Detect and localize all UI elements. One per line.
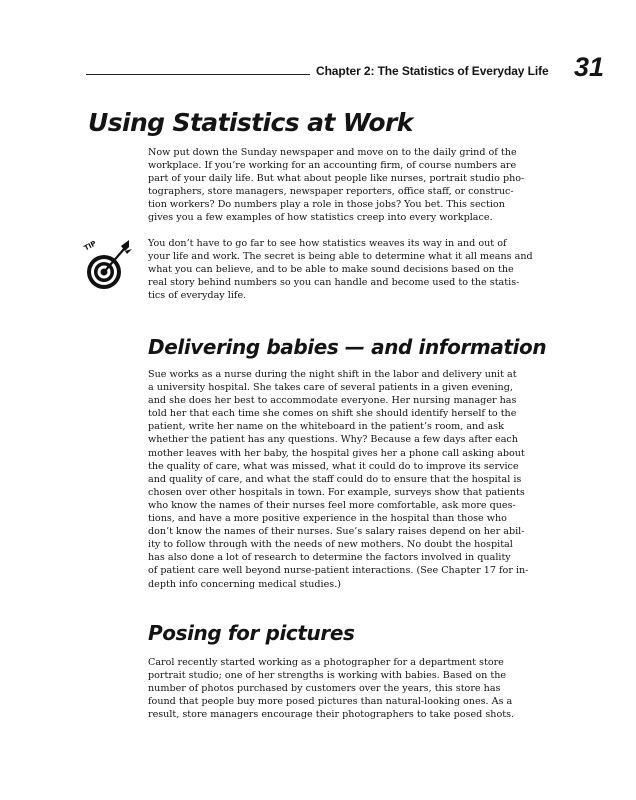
text-line: ity to follow through with the needs of new mothers. No doubt the hospital <box>148 539 513 551</box>
tip-paragraph <box>148 237 552 302</box>
header-rule <box>86 74 310 75</box>
text-line: the quality of care, what was missed, what it could do to improve its service <box>148 460 519 472</box>
text-line: Now put down the Sunday newspaper and move on to the daily grind of the <box>148 147 517 158</box>
subsection-title-delivering-babies: Delivering babies — and information <box>148 335 547 359</box>
tip-target-icon <box>82 234 136 292</box>
text-line: tics of everyday life. <box>148 290 247 302</box>
text-line: You don’t have to go far to see how statistics weaves its way in and out of <box>148 238 507 249</box>
text-line: what you can believe, and to be able to make sound decisions based on the <box>148 264 514 276</box>
text-line: portrait studio; one of her strengths is working with babies. Based on the <box>148 670 507 682</box>
text-line: part of your daily life. But what about people like nurses, portrait studio pho- <box>148 173 525 185</box>
text-line: result, store managers encourage their photographers to take posed shots. <box>148 709 515 721</box>
text-line: has also done a lot of research to determine the factors involved in quality <box>148 552 511 564</box>
text-line: chosen over other hospitals in town. For example, surveys show that patients <box>148 486 525 498</box>
text-line: of patient care well beyond nurse-patient interactions. (See Chapter 17 for in- <box>148 565 529 577</box>
text-line: real story behind numbers so you can handle and become used to the statis- <box>148 277 520 289</box>
text-line: patient, write her name on the whiteboard in the patient’s room, and ask <box>148 421 504 433</box>
text-line: who know the names of their nurses feel more comfortable, ask more ques- <box>148 499 516 511</box>
text-line: found that people buy more posed pictures than natural-looking ones. As a <box>148 696 513 708</box>
text-line: tions, and have a more positive experience in the hospital than those who <box>148 513 507 525</box>
text-line: workplace. If you’re working for an accounting firm, of course numbers are <box>148 160 517 172</box>
text-line: a university hospital. She takes care of several patients in a given evening, <box>148 382 513 394</box>
text-line: tion workers? Do numbers play a role in those jobs? You bet. This section <box>148 199 505 211</box>
text-line: told her that each time she comes on shift she should identify herself to the <box>148 408 517 420</box>
text-line: don’t know the names of their nurses. Sue’s salary raises depend on her abil- <box>148 526 525 538</box>
text-line: number of photos purchased by customers over the years, this store has <box>148 683 501 695</box>
text-line: mother leaves with her baby, the hospital gives her a phone call asking about <box>148 447 525 459</box>
posing-pictures-paragraph <box>148 656 552 721</box>
page-number: 31 <box>574 52 605 82</box>
text-line: gives you a few examples of how statistics creep into every workplace. <box>148 212 493 224</box>
text-line: and quality of care, and what the staff could do to ensure that the hospital is <box>148 473 522 485</box>
text-line: Sue works as a nurse during the night shift in the labor and delivery unit at <box>148 369 517 380</box>
text-line: Carol recently started working as a photographer for a department store <box>148 657 504 668</box>
text-line: whether the patient has any questions. Why? Because a few days after each <box>148 434 518 446</box>
section-title: Using Statistics at Work <box>88 108 413 137</box>
subsection-title-posing-for-pictures: Posing for pictures <box>148 621 355 645</box>
intro-paragraph <box>148 146 552 225</box>
delivering-babies-paragraph <box>148 368 552 591</box>
text-line: depth info concerning medical studies.) <box>148 578 342 590</box>
text-line: your life and work. The secret is being able to determine what it all means and <box>148 251 533 263</box>
text-line: tographers, store managers, newspaper reporters, office staff, or construc- <box>148 186 514 198</box>
running-head: Chapter 2: The Statistics of Everyday Life <box>316 64 549 78</box>
text-line: and she does her best to accommodate everyone. Her nursing manager has <box>148 395 517 407</box>
tip-icon-label: TIP <box>82 239 98 253</box>
